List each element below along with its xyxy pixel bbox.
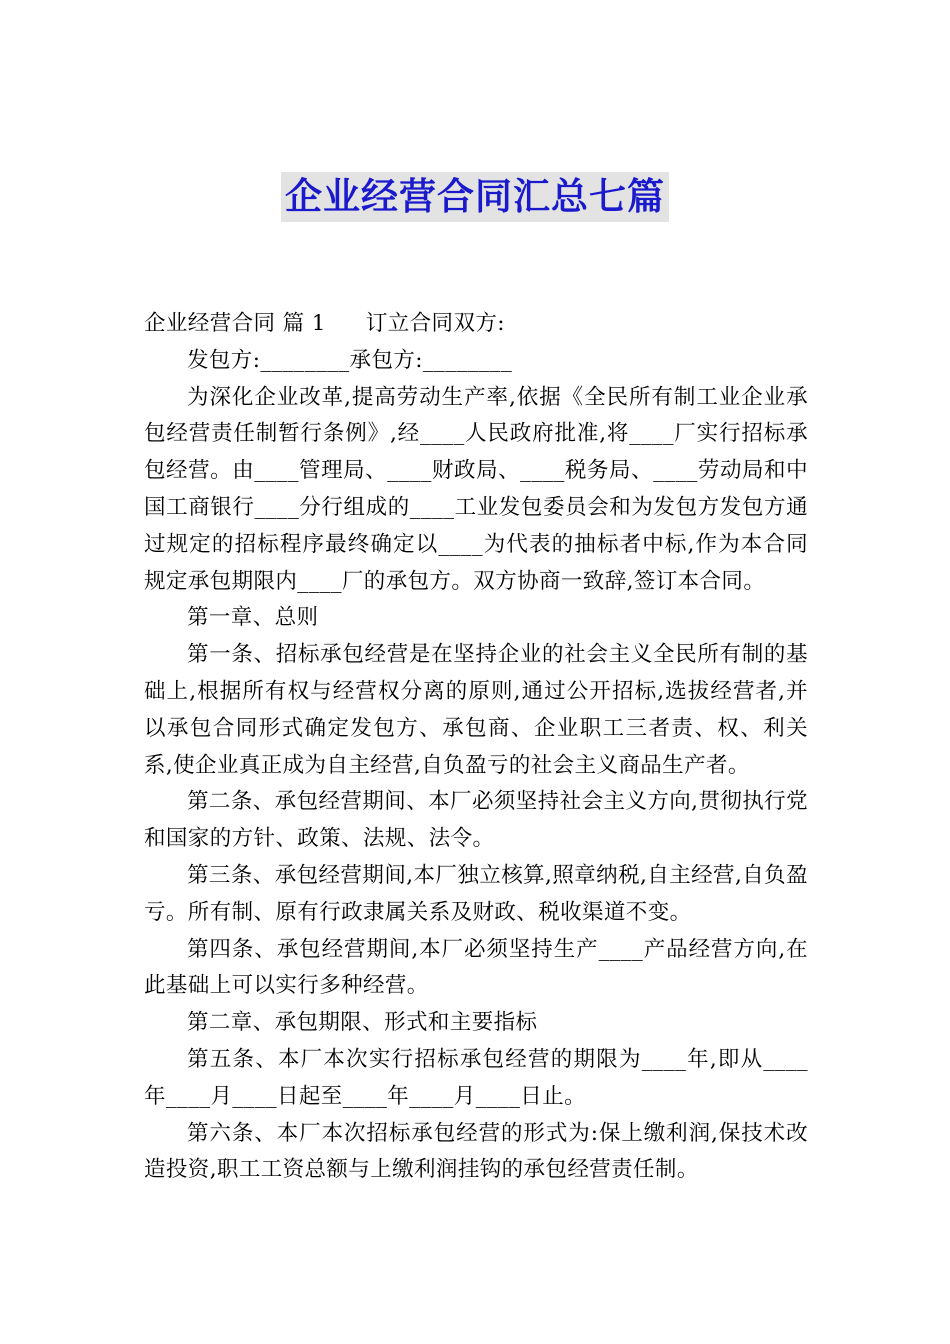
document-body xyxy=(144,306,808,1189)
article-3: 第三条、承包经营期间,本厂独立核算,照章纳税,自主经营,自负盈亏。所有制、原有行政隶属关系及财政、税收渠道不变。 xyxy=(144,862,808,925)
section-subheading: 订立合同双方: xyxy=(365,311,505,336)
title-container xyxy=(0,172,950,222)
chapter-heading-2: 第二章、承包期限、形式和主要指标 xyxy=(187,1010,538,1036)
paragraph-preamble: 为深化企业改革,提高劳动生产率,依据《全民所有制工业企业承包经营责任制暂行条例》,经____人民政府批准,将____厂实行招标承包经营。由____管理局、____财政局、____税务局、____劳动局和中国工商银行____分行组成的____工业发包委员会和为发包方发包方通过规定的招标程序最终确定以____为代表的抽标者中标,作为本合同规定承包期限内____厂的承包方。双方协商一致辞,签订本合同。 xyxy=(144,384,808,594)
chapter-heading-1: 第一章、总则 xyxy=(187,605,319,631)
document-title: 企业经营合同汇总七篇 xyxy=(281,172,669,222)
article-1: 第一条、招标承包经营是在坚持企业的社会主义全民所有制的基础上,根据所有权与经营权分离的原则,通过公开招标,选拔经营者,并以承包合同形式确定发包方、承包商、企业职工三者责、权、利关系,使企业真正成为自主经营,自负盈亏的社会主义商品生产者。 xyxy=(144,642,808,778)
article-5: 第五条、本厂本次实行招标承包经营的期限为____年,即从____年____月____日起至____年____月____日止。 xyxy=(144,1046,808,1109)
intro-line xyxy=(144,306,808,343)
section-heading: 企业经营合同 篇 1 xyxy=(144,311,326,336)
article-6: 第六条、本厂本次招标承包经营的形式为:保上缴利润,保技术改造投资,职工工资总额与上缴利润挂钩的承包经营责任制。 xyxy=(144,1120,808,1183)
article-4: 第四条、承包经营期间,本厂必须坚持生产____产品经营方向,在此基础上可以实行多种经营。 xyxy=(144,936,808,999)
article-2: 第二条、承包经营期间、本厂必须坚持社会主义方向,贯彻执行党和国家的方针、政策、法规、法令。 xyxy=(144,789,808,852)
paragraph-parties: 发包方:________承包方:________ xyxy=(187,347,513,373)
